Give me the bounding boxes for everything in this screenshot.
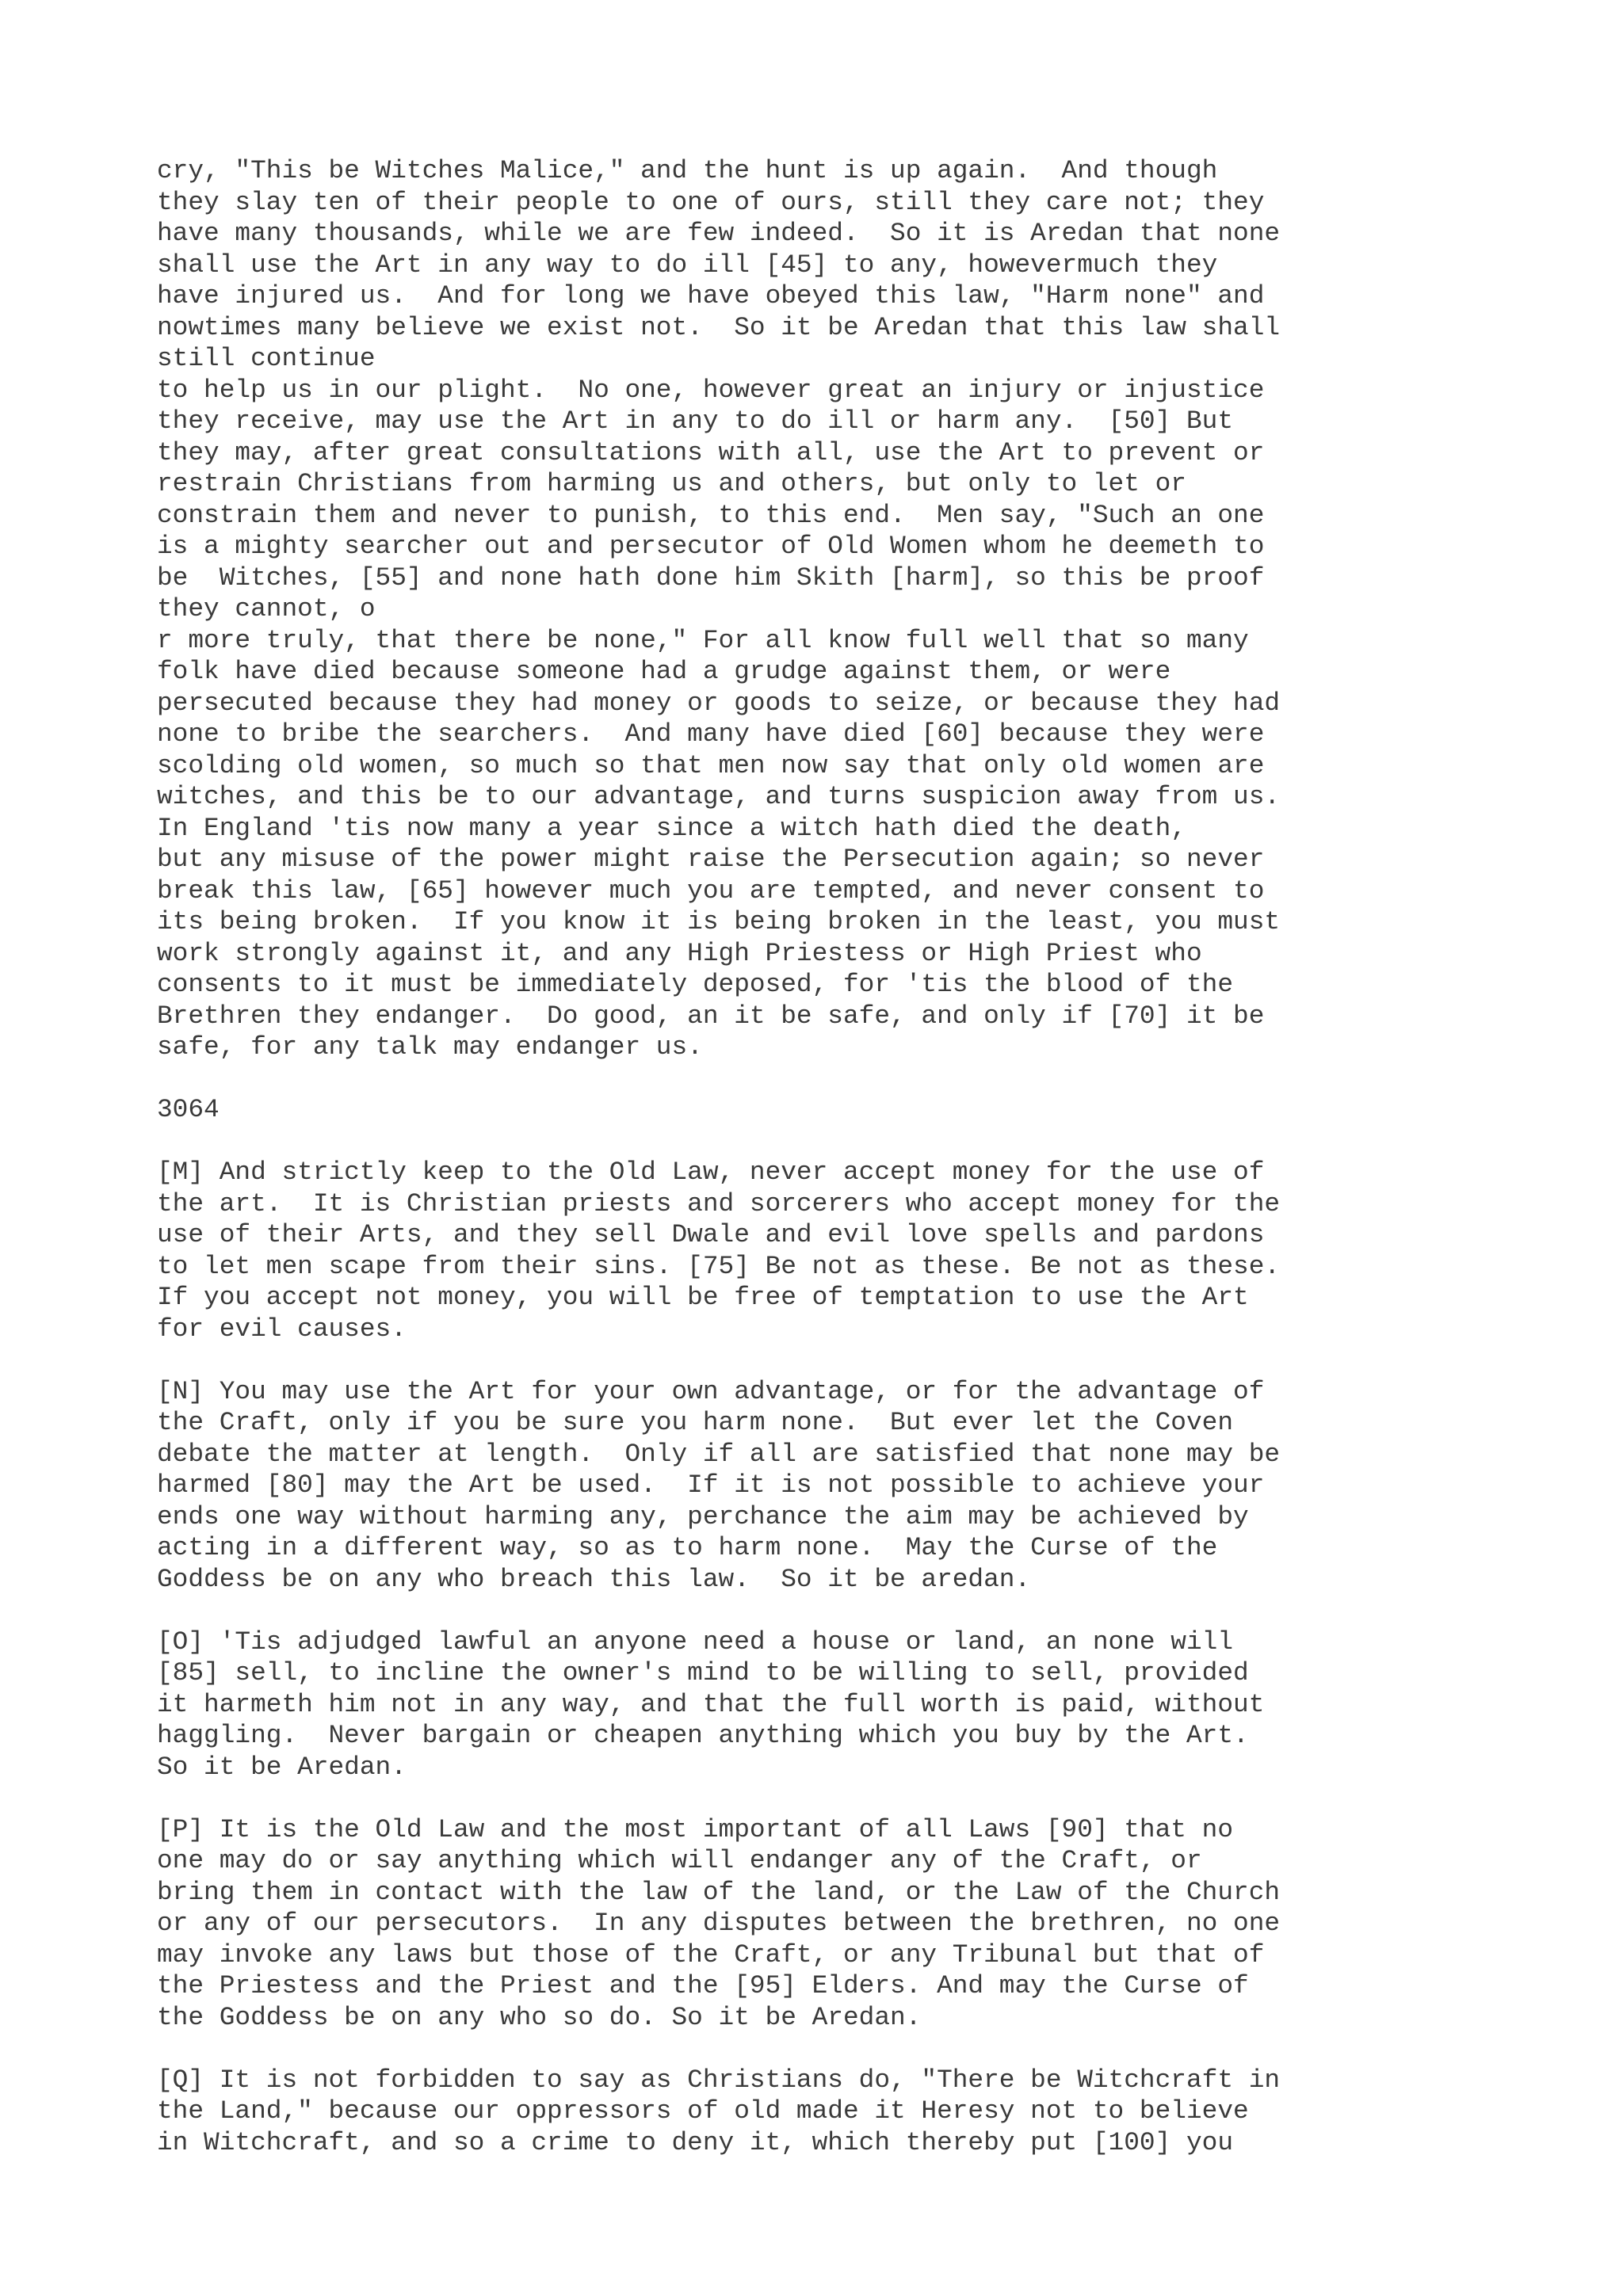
text-line: may invoke any laws but those of the Craft, or any Tribunal but that of [157, 1939, 1265, 1970]
text-line: [85] sell, to incline the owner's mind to be willing to sell, provided [157, 1658, 1249, 1688]
text-line: haggling. Never bargain or cheapen anything which you buy by the Art. [157, 1721, 1249, 1750]
text-line: they may, after great consultations with all, use the Art to prevent or [157, 437, 1265, 467]
text-line: r more truly, that there be none," For all know full well that so many [157, 625, 1249, 655]
text-line: to let men scape from their sins. [75] Be not as these. Be not as these. [157, 1251, 1281, 1281]
text-line: still continue [157, 344, 376, 373]
text-line: persecuted because they had money or goods to seize, or because they had [157, 688, 1281, 718]
text-line: So it be Aredan. [157, 1752, 407, 1782]
text-line: for evil causes. [157, 1314, 407, 1344]
text-line: [N] You may use the Art for your own advantage, or for the advantage of [157, 1376, 1265, 1406]
text-line: they slay ten of their people to one of ours, still they care not; they [157, 187, 1265, 217]
text-line: the Craft, only if you be sure you harm none. But ever let the Coven [157, 1408, 1234, 1437]
text-line: Brethren they endanger. Do good, an it be safe, and only if [70] it be [157, 1001, 1265, 1031]
paragraph-gap [157, 1595, 1504, 1627]
text-line: [O] 'Tis adjudged lawful an anyone need a house or land, an none will [157, 1627, 1234, 1657]
text-line: constrain them and never to punish, to this end. Men say, "Such an one [157, 500, 1265, 530]
page-marker [157, 1094, 1504, 1126]
law-m [157, 1157, 1504, 1344]
text-line: acting in a different way, so as to harm none. May the Curse of the [157, 1533, 1218, 1562]
text-line: be Witches, [55] and none hath done him Skith [harm], so this be proof [157, 563, 1265, 593]
text-line: [P] It is the Old Law and the most important of all Laws [90] that no [157, 1814, 1234, 1844]
text-line: witches, and this be to our advantage, and turns suspicion away from us. [157, 782, 1281, 811]
text-line: the Land," because our oppressors of old made it Heresy not to believe [157, 2096, 1249, 2126]
text-line: cry, "This be Witches Malice," and the hunt is up again. And though [157, 156, 1218, 185]
text-line: the Priestess and the Priest and the [95] Elders. And may the Curse of [157, 1971, 1249, 2000]
law-n [157, 1376, 1504, 1596]
text-line: 3064 [157, 1095, 220, 1124]
text-line: folk have died because someone had a grudge against them, or were [157, 657, 1171, 686]
text-line: harmed [80] may the Art be used. If it is not possible to achieve your [157, 1470, 1265, 1500]
paragraph-gap [157, 1344, 1504, 1376]
text-line: work strongly against it, and any High Priestess or High Priest who [157, 938, 1202, 968]
continuation-paragraph [157, 155, 1504, 1063]
paragraph-gap [157, 2033, 1504, 2065]
text-line: [Q] It is not forbidden to say as Christians do, "There be Witchcraft in [157, 2065, 1281, 2095]
text-line: If you accept not money, you will be free of temptation to use the Art [157, 1283, 1249, 1312]
law-q [157, 2065, 1504, 2159]
text-line: is a mighty searcher out and persecutor of Old Women whom he deemeth to [157, 532, 1265, 561]
text-line: consents to it must be immediately deposed, for 'tis the blood of the [157, 970, 1234, 999]
text-line: it harmeth him not in any way, and that the full worth is paid, without [157, 1689, 1265, 1719]
paragraph-gap [157, 1783, 1504, 1814]
text-line: use of their Arts, and they sell Dwale and evil love spells and pardons [157, 1220, 1265, 1249]
text-line: In England 'tis now many a year since a witch hath died the death, [157, 813, 1186, 843]
text-line: nowtimes many believe we exist not. So it be Aredan that this law shall [157, 312, 1281, 342]
paragraph-gap [157, 1063, 1504, 1095]
text-line: to help us in our plight. No one, however great an injury or injustice [157, 375, 1265, 405]
text-line: Goddess be on any who breach this law. So it be aredan. [157, 1564, 1031, 1594]
law-p [157, 1814, 1504, 2034]
text-line: in Witchcraft, and so a crime to deny it, which thereby put [100] you [157, 2127, 1234, 2157]
law-o [157, 1627, 1504, 1783]
text-line: one may do or say anything which will endanger any of the Craft, or [157, 1846, 1202, 1875]
text-line: ends one way without harming any, perchance the aim may be achieved by [157, 1501, 1249, 1531]
text-line: the Goddess be on any who so do. So it be Aredan. [157, 2002, 922, 2032]
text-line: [M] And strictly keep to the Old Law, never accept money for the use of [157, 1158, 1265, 1187]
text-line: scolding old women, so much so that men now say that only old women are [157, 750, 1265, 780]
text-line: its being broken. If you know it is being broken in the least, you must [157, 907, 1281, 936]
text-line: they receive, may use the Art in any to do ill or harm any. [50] But [157, 406, 1234, 436]
text-line: shall use the Art in any way to do ill [45] to any, howevermuch they [157, 250, 1218, 280]
text-line: but any misuse of the power might raise the Persecution again; so never [157, 845, 1265, 874]
text-line: they cannot, o [157, 594, 376, 624]
text-line: debate the matter at length. Only if all are satisfied that none may be [157, 1439, 1281, 1469]
text-line: the art. It is Christian priests and sorcerers who accept money for the [157, 1188, 1281, 1219]
text-line: none to bribe the searchers. And many have died [60] because they were [157, 719, 1265, 749]
text-line: safe, for any talk may endanger us. [157, 1032, 703, 1062]
paragraph-gap [157, 1126, 1504, 1158]
document-text [157, 155, 1504, 2158]
text-line: have many thousands, while we are few indeed. So it is Aredan that none [157, 219, 1281, 248]
text-line: restrain Christians from harming us and others, but only to let or [157, 469, 1186, 498]
text-line: or any of our persecutors. In any disputes between the brethren, no one [157, 1909, 1281, 1938]
text-line: have injured us. And for long we have obeyed this law, "Harm none" and [157, 281, 1265, 311]
text-line: break this law, [65] however much you are tempted, and never consent to [157, 875, 1265, 906]
text-line: bring them in contact with the law of the land, or the Law of the Church [157, 1877, 1281, 1907]
